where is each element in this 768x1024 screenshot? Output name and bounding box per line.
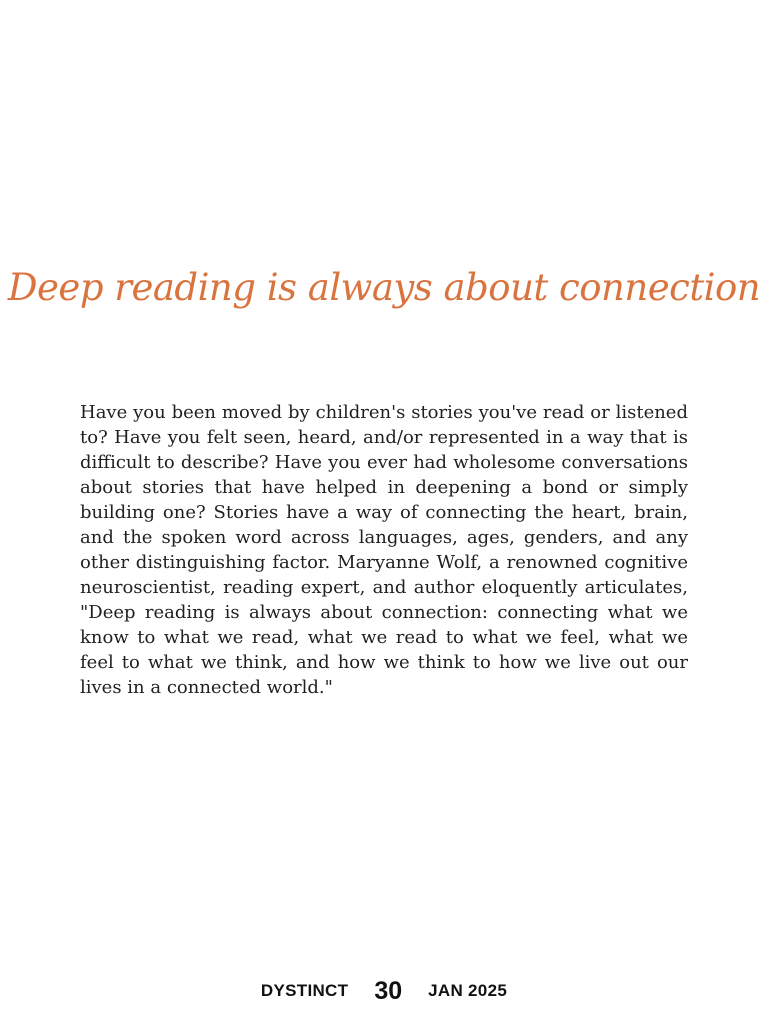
footer-issue-date: JAN 2025 [428, 981, 508, 1000]
footer-magazine-name: DYSTINCT [260, 981, 349, 1000]
footer-page-number: 30 [374, 976, 403, 1005]
article-body: Have you been moved by children's stories you've read or listened to? Have you felt seen, heard, and/or represented in a way that is difficult to describe? Have you ever had wholesome conversations about stories that have helped in deepening a bond or simply building one? Stories have a way of connecting the heart, brain, and the spoken word across languages, ages, genders, and any other distinguishing factor. Maryanne Wolf, a renowned cognitive neuroscientist, reading expert, and author eloquently articulates, "Deep reading is always about connection: connecting what we know to what we read, what we read to what we feel, what we feel to what we think, and how we think to how we live out our lives in a connected world." [80, 402, 688, 698]
page-footer [0, 974, 768, 1008]
article-heading: Deep reading is always about connection [7, 266, 761, 309]
